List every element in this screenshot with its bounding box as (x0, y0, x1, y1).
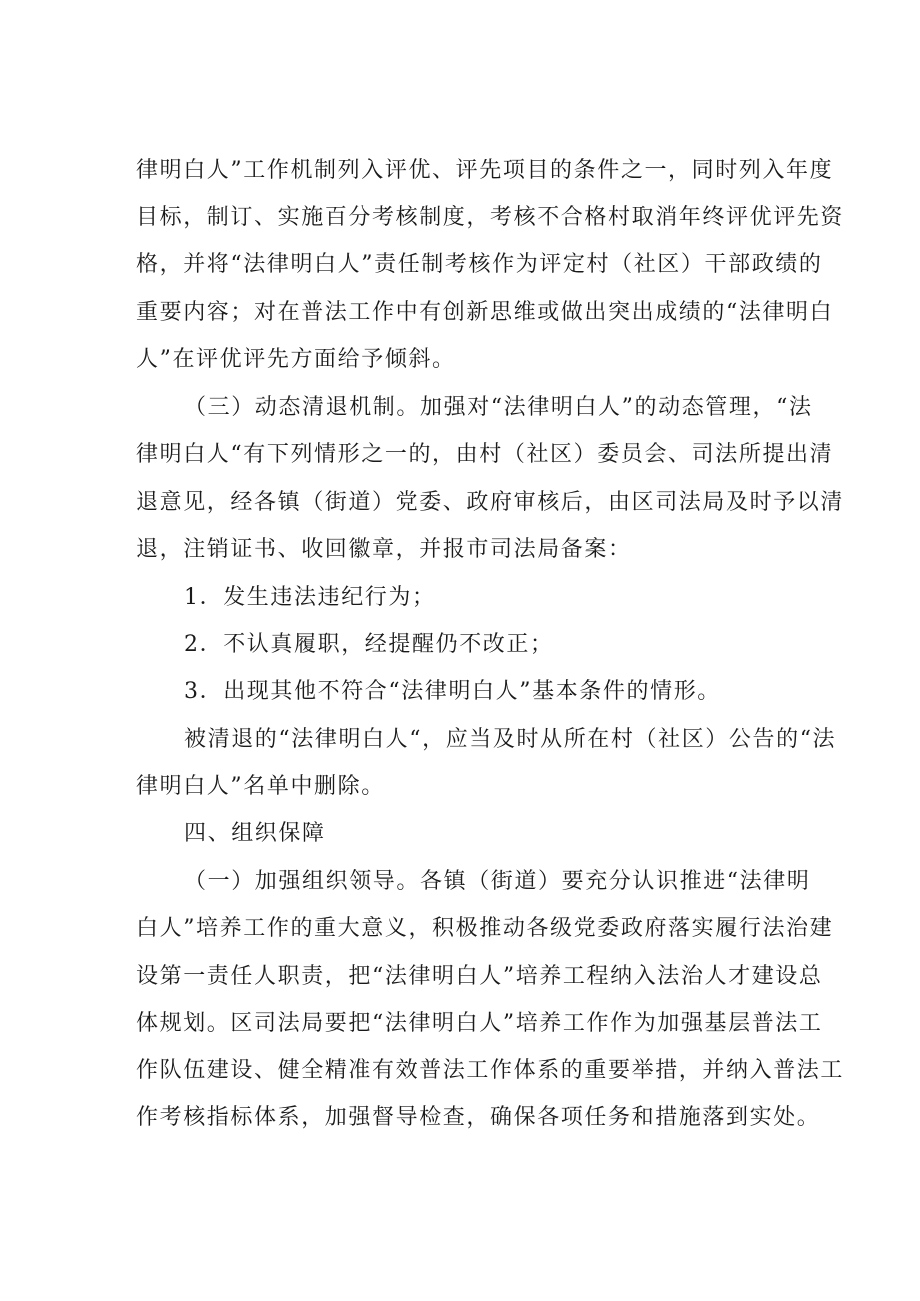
list-item: 3．出现其他不符合“法律明白人”基本条件的情形。 (184, 679, 721, 704)
paragraph-line: 设第一责任人职责，把“法律明白人”培养工程纳入法治人才建设总 (136, 964, 823, 989)
list-item: 1．发生违法违纪行为； (184, 585, 436, 610)
paragraph-line: 作考核指标体系，加强督导检查，确保各项任务和措施落到实处。 (136, 1105, 821, 1130)
paragraph-line: 重要内容；对在普法工作中有创新思维或做出突出成绩的“法律明白 (136, 300, 834, 325)
section-title: 四、组织保障 (184, 821, 326, 846)
paragraph-line: 律明白人”工作机制列入评优、评先项目的条件之一，同时列入年度 (136, 158, 834, 183)
paragraph-line: 作队伍建设、健全精准有效普法工作体系的重要举措，并纳入普法工 (136, 1058, 845, 1083)
paragraph-line: 人”在评优评先方面给予倾斜。 (136, 347, 456, 372)
paragraph-line: 格，并将“法律明白人”责任制考核作为评定村（社区）干部政绩的 (136, 252, 823, 277)
paragraph-line: 目标，制订、实施百分考核制度，考核不合格村取消年终评优评先资 (136, 205, 845, 230)
paragraph-line: 白人”培养工作的重大意义，积极推动各级党委政府落实履行法治建 (136, 916, 834, 941)
section-heading-line: （三）动态清退机制。加强对“法律明白人”的动态管理，“法 (184, 395, 813, 420)
paragraph-line: 律明白人“有下列情形之一的，由村（社区）委员会、司法所提出清 (136, 442, 834, 467)
paragraph-line: 律明白人”名单中删除。 (136, 774, 385, 799)
section-heading-line: （一）加强组织领导。各镇（街道）要充分认识推进“法律明 (184, 869, 811, 894)
paragraph-line: 退意见，经各镇（街道）党委、政府审核后，由区司法局及时予以清 (136, 490, 845, 515)
paragraph-line: 退，注销证书、收回徽章，并报市司法局备案： (136, 537, 632, 562)
paragraph-line: 被清退的“法律明白人“，应当及时从所在村（社区）公告的“法 (184, 727, 837, 752)
paragraph-line: 体规划。区司法局要把“法律明白人”培养工作作为加强基层普法工 (136, 1011, 823, 1036)
list-item: 2．不认真履职，经提醒仍不改正； (184, 632, 554, 657)
